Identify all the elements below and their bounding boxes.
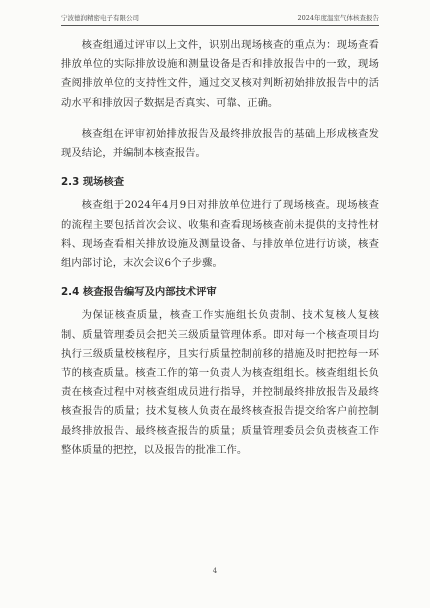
- page-content: [61, 36, 379, 460]
- paragraph-conclusion: 核查组在评审初始排放报告及最终排放报告的基础上形成核查发现及结论，并编制本核查报告。: [61, 127, 379, 160]
- paragraph-site-verification: 核查组于2024年4月9日对排放单位进行了现场核查。现场核查的流程主要包括首次会议、收集和查看现场核查前未提供的支持性材料、现场查看相关排放设施及测量设备、与排放单位进行访谈，核查组内部讨论，末次会议6个子步骤。: [61, 199, 379, 270]
- header-report-title: 2024年度温室气体核查报告: [297, 14, 379, 22]
- paragraph-review-focus: 核查组通过评审以上文件，识别出现场核查的重点为：现场查看排放单位的实际排放设施和测量设备是否和排放报告中的一致，现场查阅排放单位的支持性文件，通过交叉核对判断初始排放报告中的活动水平和排放因子数据是否真实、可靠、正确。: [61, 39, 379, 109]
- header-company: 宁波德润精密电子有限公司: [61, 14, 139, 22]
- page-number: 4: [212, 567, 218, 575]
- section-heading-report-review: 2.4 核查报告编写及内部技术评审: [61, 286, 217, 299]
- page-header: [61, 13, 379, 26]
- paragraph-quality-management: 为保证核查质量，核查工作实施组长负责制、技术复核人复核制、质量管理委员会把关三级质量管理体系。即对每一个核查项目均执行三级质量校核程序，且实行质量控制前移的措施及时把控每一环节的核查质量。核查工作的第一负责人为核查组组长。核查组组长负责在核查过程中对核查组成员进行指导，并控制最终排放报告及最终核查报告的质量；技术复核人负责在最终核查报告提交给客户前控制最终排放报告、最终核查报告的质量；质量管理委员会负责核查工作整体质量的把控，以及报告的批准工作。: [61, 309, 379, 456]
- section-heading-site-verification: 2.3 现场核查: [61, 176, 125, 189]
